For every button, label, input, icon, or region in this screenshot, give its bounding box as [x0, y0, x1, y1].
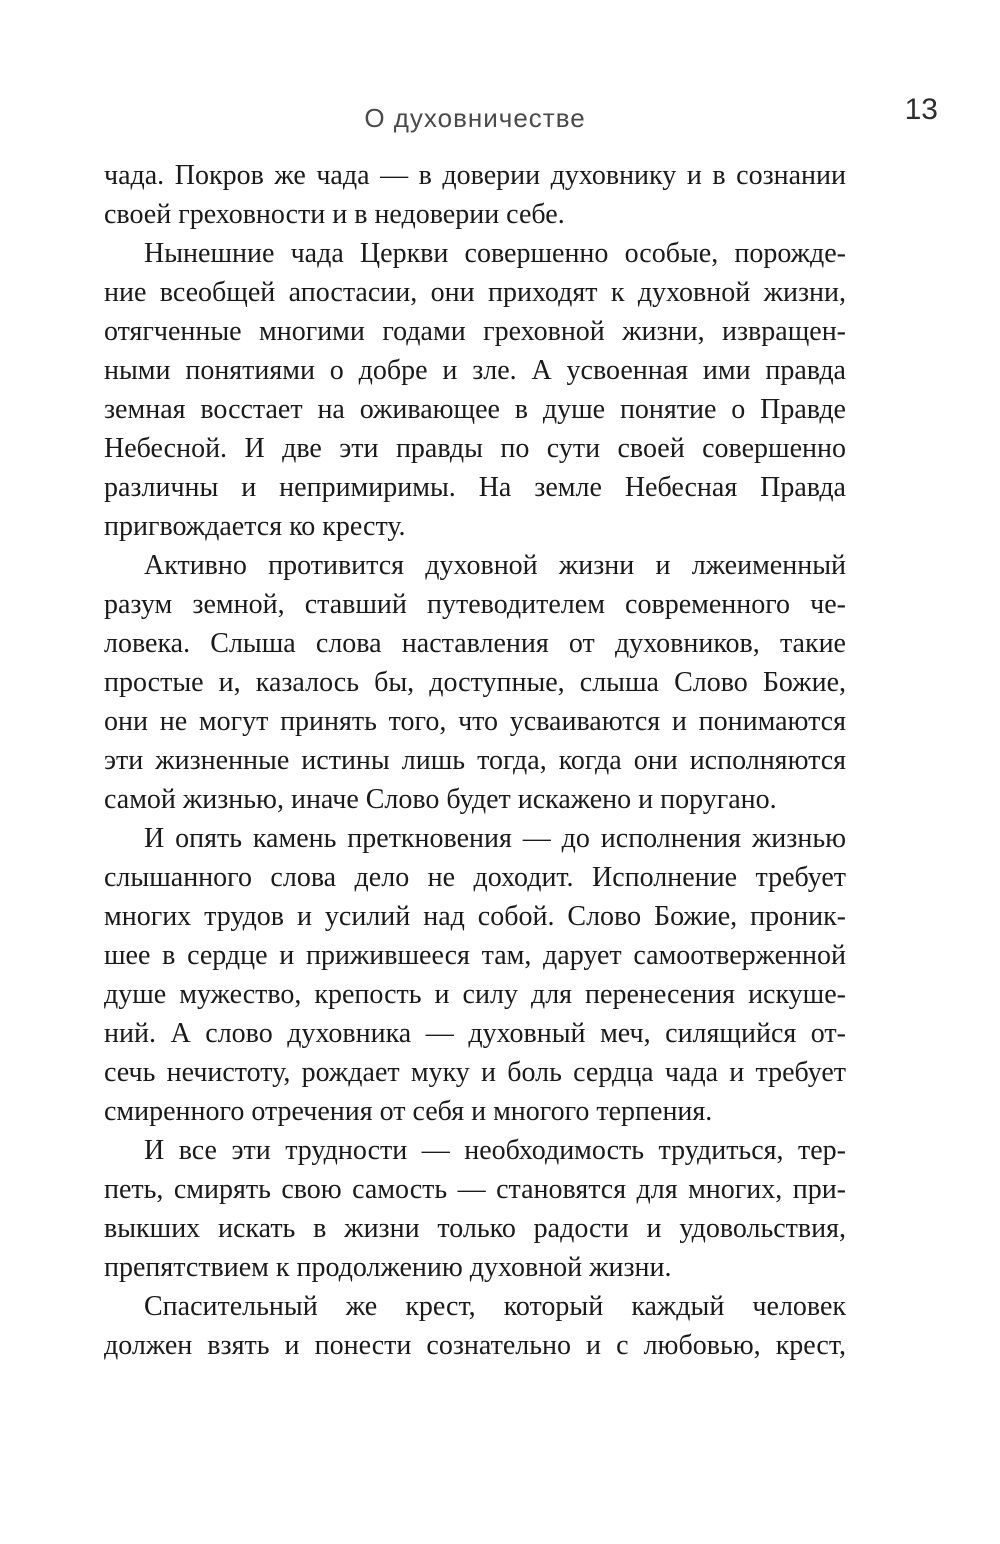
text-line: простые и, казалось бы, доступные, слыша Слово Божие,	[104, 667, 846, 698]
text-line: самой жизнью, иначе Слово будет искажено и поругано.	[104, 784, 777, 815]
paragraph	[104, 156, 846, 234]
paragraph	[104, 1287, 846, 1365]
text-line: земная восстает на оживающее в душе понятие о Правде	[104, 394, 846, 425]
text-line: разум земной, ставший путеводителем современного че-	[104, 589, 846, 620]
text-line: различны и непримиримы. На земле Небесная Правда	[104, 472, 846, 503]
text-line: ными понятиями о добре и зле. А усвоенная ими правда	[104, 355, 846, 386]
page-number: 13	[904, 93, 938, 126]
text-line: петь, смирять свою самость — становятся для многих, при-	[104, 1174, 846, 1205]
text-line: шее в сердце и прижившееся там, дарует самоотверженной	[104, 940, 846, 971]
text-line: слышанного слова дело не доходит. Исполнение требует	[104, 862, 846, 893]
text-line: отягченные многими годами греховной жизни, извращен-	[104, 316, 846, 347]
text-line: И опять камень преткновения — до исполнения жизнью	[144, 823, 846, 854]
text-line: многих трудов и усилий над собой. Слово Божие, проник-	[104, 901, 846, 932]
text-line: ний. А слово духовника — духовный меч, силящийся от-	[104, 1018, 846, 1049]
text-line: душе мужество, крепость и силу для перенесения искуше-	[104, 979, 846, 1010]
text-line: ловека. Слыша слова наставления от духовников, такие	[104, 628, 846, 659]
text-line: препятствием к продолжению духовной жизни.	[104, 1252, 672, 1283]
text-line: должен взять и понести сознательно и с любовью, крест,	[104, 1330, 846, 1361]
text-line: И все эти трудности — необходимость трудиться, тер-	[144, 1135, 846, 1166]
text-line: эти жизненные истины лишь тогда, когда они исполняются	[104, 745, 846, 776]
paragraph	[104, 546, 846, 819]
paragraph	[104, 234, 846, 546]
text-line: они не могут принять того, что усваиваются и понимаются	[104, 706, 846, 737]
text-line: выкших искать в жизни только радости и удовольствия,	[104, 1213, 846, 1244]
paragraph	[104, 1131, 846, 1287]
text-line: пригвождается ко кресту.	[104, 511, 406, 542]
text-line: Нынешние чада Церкви совершенно особые, порожде-	[144, 238, 846, 269]
text-line: Активно противится духовной жизни и лжеименный	[144, 550, 846, 581]
text-line: ние всеобщей апостасии, они приходят к духовной жизни,	[104, 277, 846, 308]
text-line: Спасительный же крест, который каждый человек	[144, 1291, 846, 1322]
paragraph	[104, 819, 846, 1131]
body-text-block	[104, 156, 846, 1365]
text-line: смиренного отречения от себя и многого терпения.	[104, 1096, 713, 1127]
text-line: чада. Покров же чада — в доверии духовнику и в сознании	[104, 160, 846, 191]
text-line: своей греховности и в недоверии себе.	[104, 199, 565, 230]
text-line: сечь нечистоту, рождает муку и боль сердца чада и требует	[104, 1057, 846, 1088]
text-line: Небесной. И две эти правды по сути своей совершенно	[104, 433, 846, 464]
running-header-title: О духовничестве	[364, 103, 586, 133]
